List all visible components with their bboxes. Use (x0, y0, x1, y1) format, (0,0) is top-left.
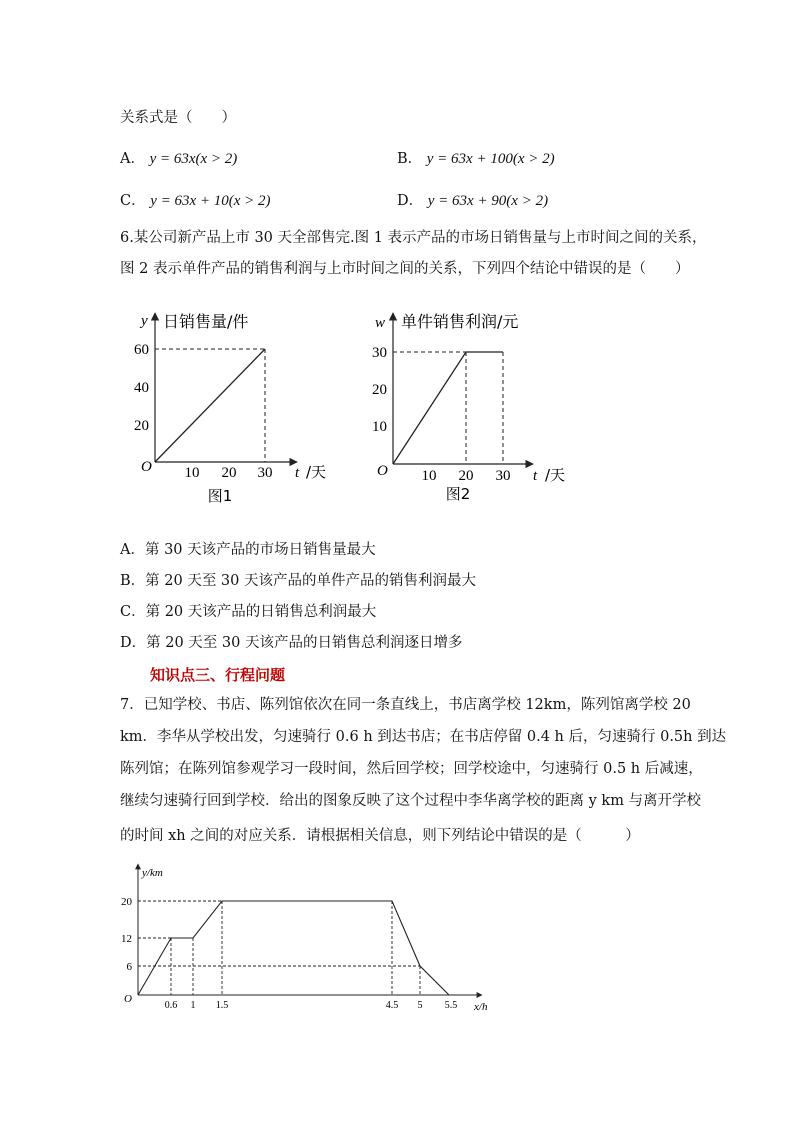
q6-stem-line1: 6.某公司新产品上市 30 天全部售完.图 1 表示产品的市场日销售量与上市时间之间的关系， (120, 230, 707, 246)
q7-stem-line5: 的时间 xh 之间的对应关系．请根据相关信息，则下列结论中错误的是（ ） (120, 828, 640, 844)
x-tick-30: 30 (257, 465, 273, 481)
option-formula: y = 63x(x > 2) (149, 151, 238, 167)
figure-3-distance-time (118, 858, 498, 1018)
x-tick-20: 20 (458, 468, 474, 484)
section-heading: 知识点三、行程问题 (150, 666, 286, 684)
x-tick-10: 10 (184, 465, 200, 481)
x-tick-5: 5 (417, 1000, 423, 1011)
q6-option-d[interactable]: D．第 20 天至 30 天该产品的日销售总利润逐日增多 (120, 635, 463, 651)
figure-caption: 图1 (207, 487, 233, 505)
option-label: A． (120, 151, 145, 167)
y-axis-label: y/km (142, 867, 163, 879)
origin-label: O (124, 993, 132, 1005)
y-axis-title: 日销售量/件 (163, 312, 249, 331)
y-var-label: y (141, 313, 148, 329)
y-axis-title: 单件销售利润/元 (401, 312, 519, 331)
x-tick-30: 30 (495, 468, 511, 484)
q5-stem-tail: 关系式是（ ） (120, 110, 236, 126)
figure-caption: 图2 (445, 485, 471, 503)
origin-label: O (377, 463, 388, 479)
x-var-label: t (533, 468, 538, 484)
option-formula: y = 63x + 90(x > 2) (427, 193, 549, 209)
option-label: D． (397, 193, 424, 209)
x-tick-20: 20 (221, 465, 237, 481)
x-tick-1.5: 1.5 (215, 1000, 229, 1011)
y-tick-60: 60 (134, 342, 149, 358)
y-tick-40: 40 (134, 380, 149, 396)
q6-option-a[interactable]: A．第 30 天该产品的市场日销售量最大 (120, 542, 376, 558)
q6-stem-line2: 图 2 表示单件产品的销售利润与上市时间之间的关系，下列四个结论中错误的是（ ） (120, 261, 690, 277)
figure-1-sales-volume (125, 305, 340, 510)
y-tick-10: 10 (372, 419, 387, 435)
option-formula: y = 63x + 10(x > 2) (150, 193, 271, 209)
y-tick-30: 30 (372, 345, 387, 361)
x-unit-label: /天 (545, 466, 566, 484)
y-tick-12: 12 (121, 933, 132, 945)
x-tick-1: 1 (190, 1000, 196, 1011)
option-label: B． (397, 151, 423, 167)
origin-label: O (141, 459, 152, 475)
option-formula: y = 63x + 100(x > 2) (426, 151, 555, 167)
q7-stem-line2: km．李华从学校出发，匀速骑行 0.6 h 到达书店；在书店停留 0.4 h 后，匀速骑行 0.5h 到达 (120, 729, 727, 745)
y-tick-20: 20 (134, 418, 149, 434)
x-tick-10: 10 (421, 468, 437, 484)
y-tick-20: 20 (121, 896, 132, 908)
q5-option-d[interactable] (397, 191, 548, 211)
option-label: C． (120, 193, 146, 209)
q7-stem-line3: 陈列馆；在陈列馆参观学习一段时间，然后回学校；回学校途中，匀速骑行 0.5 h 后减速， (120, 761, 703, 777)
q5-option-c[interactable] (120, 191, 271, 211)
x-axis-label: x/h (474, 1001, 488, 1013)
x-tick-5.5: 5.5 (444, 1000, 458, 1011)
y-tick-6: 6 (126, 961, 132, 973)
distance-line (138, 901, 449, 995)
q7-stem-line4: 继续匀速骑行回到学校．给出的图象反映了这个过程中李华离学校的距离 y km 与离开学校 (120, 793, 702, 809)
q7-stem-line1: 7．已知学校、书店、陈列馆依次在同一条直线上，书店离学校 12km，陈列馆离学校 20 (120, 697, 691, 713)
x-var-label: t (295, 465, 300, 481)
sales-line (155, 349, 265, 462)
x-tick-0.6: 0.6 (164, 1000, 178, 1011)
x-tick-4.5: 4.5 (385, 1000, 399, 1011)
x-unit-label: /天 (306, 463, 327, 481)
guide-lines (138, 901, 420, 995)
y-var-label: w (375, 315, 386, 331)
q5-option-b[interactable] (397, 149, 555, 169)
q5-option-a[interactable] (120, 149, 237, 169)
figure-2-unit-profit (365, 305, 580, 510)
y-tick-20: 20 (372, 382, 387, 398)
profit-line (393, 352, 503, 464)
q6-option-c[interactable]: C．第 20 天该产品的日销售总利润最大 (120, 604, 377, 620)
q6-option-b[interactable]: B．第 20 天至 30 天该产品的单件产品的销售利润最大 (120, 573, 476, 589)
